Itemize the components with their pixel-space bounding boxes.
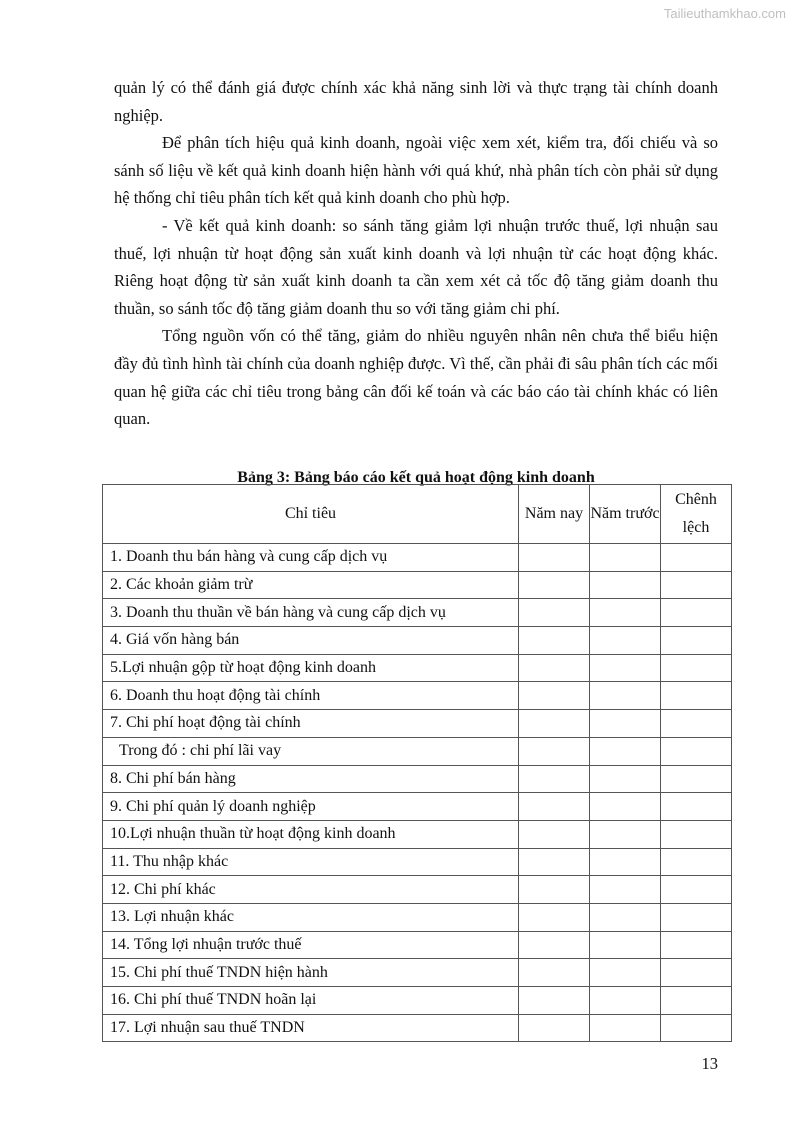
paragraph: quản lý có thể đánh giá được chính xác khả năng sinh lời và thực trạng tài chính doanh nghiệp. xyxy=(114,78,718,125)
cell-difference xyxy=(661,627,732,655)
row-label: 1. Doanh thu bán hàng và cung cấp dịch vụ xyxy=(103,544,519,572)
row-label: 7. Chi phí hoạt động tài chính xyxy=(103,710,519,738)
header-difference: Chênh lệch xyxy=(661,485,732,544)
row-label: 12. Chi phí khác xyxy=(103,876,519,904)
cell-last-year xyxy=(590,654,661,682)
cell-this-year xyxy=(519,876,590,904)
header-indicator: Chỉ tiêu xyxy=(103,485,519,544)
table-row xyxy=(103,793,732,821)
table-row xyxy=(103,599,732,627)
paragraph: Tổng nguồn vốn có thể tăng, giảm do nhiều nguyên nhân nên chưa thể biểu hiện đầy đủ tình hình tài chính của doanh nghiệp được. Vì thế, cần phải đi sâu phân tích các mối quan hệ giữa các chỉ tiêu trong bảng cân đối kế toán và các báo cáo tài chính khác có liên quan. xyxy=(114,326,718,429)
cell-last-year xyxy=(590,903,661,931)
row-label: 13. Lợi nhuận khác xyxy=(103,903,519,931)
cell-difference xyxy=(661,544,732,572)
table-row xyxy=(103,765,732,793)
cell-last-year xyxy=(590,820,661,848)
cell-difference xyxy=(661,903,732,931)
cell-difference xyxy=(661,959,732,987)
table-row xyxy=(103,1014,732,1042)
cell-last-year xyxy=(590,599,661,627)
table-row xyxy=(103,627,732,655)
row-label: 3. Doanh thu thuần về bán hàng và cung cấp dịch vụ xyxy=(103,599,519,627)
cell-this-year xyxy=(519,793,590,821)
cell-difference xyxy=(661,793,732,821)
cell-this-year xyxy=(519,737,590,765)
row-label: 9. Chi phí quản lý doanh nghiệp xyxy=(103,793,519,821)
table-row xyxy=(103,987,732,1015)
row-label: 5.Lợi nhuận gộp từ hoạt động kinh doanh xyxy=(103,654,519,682)
cell-this-year xyxy=(519,765,590,793)
cell-this-year xyxy=(519,931,590,959)
cell-last-year xyxy=(590,544,661,572)
cell-this-year xyxy=(519,820,590,848)
cell-this-year xyxy=(519,599,590,627)
cell-this-year xyxy=(519,571,590,599)
cell-difference xyxy=(661,737,732,765)
cell-difference xyxy=(661,848,732,876)
row-label: 10.Lợi nhuận thuần từ hoạt động kinh doanh xyxy=(103,820,519,848)
cell-this-year xyxy=(519,903,590,931)
cell-difference xyxy=(661,1014,732,1042)
row-label: 11. Thu nhập khác xyxy=(103,848,519,876)
cell-last-year xyxy=(590,627,661,655)
table-row xyxy=(103,571,732,599)
table-row xyxy=(103,848,732,876)
cell-difference xyxy=(661,710,732,738)
cell-this-year xyxy=(519,848,590,876)
cell-this-year xyxy=(519,544,590,572)
paragraph: Để phân tích hiệu quả kinh doanh, ngoài việc xem xét, kiểm tra, đối chiếu và so sánh số liệu về kết quả kinh doanh hiện hành với quá khứ, nhà phân tích còn phải sử dụng hệ thống chỉ tiêu phân tích kết quả kinh doanh cho phù hợp. xyxy=(114,133,718,208)
cell-this-year xyxy=(519,710,590,738)
table-row xyxy=(103,710,732,738)
cell-last-year xyxy=(590,931,661,959)
body-text xyxy=(114,74,718,433)
cell-this-year xyxy=(519,682,590,710)
table-row xyxy=(103,654,732,682)
table-row xyxy=(103,544,732,572)
row-label: 16. Chi phí thuế TNDN hoãn lại xyxy=(103,987,519,1015)
cell-this-year xyxy=(519,987,590,1015)
row-label: 15. Chi phí thuế TNDN hiện hành xyxy=(103,959,519,987)
cell-last-year xyxy=(590,987,661,1015)
cell-last-year xyxy=(590,793,661,821)
header-last-year: Năm trước xyxy=(590,485,661,544)
cell-last-year xyxy=(590,959,661,987)
cell-this-year xyxy=(519,959,590,987)
cell-last-year xyxy=(590,682,661,710)
income-statement-table xyxy=(102,484,732,1042)
cell-last-year xyxy=(590,765,661,793)
row-label: 6. Doanh thu hoạt động tài chính xyxy=(103,682,519,710)
cell-this-year xyxy=(519,627,590,655)
table-row xyxy=(103,737,732,765)
row-label: 8. Chi phí bán hàng xyxy=(103,765,519,793)
paragraph: - Về kết quả kinh doanh: so sánh tăng giảm lợi nhuận trước thuế, lợi nhuận sau thuế, lợi nhuận từ hoạt động sản xuất kinh doanh và lợi nhuận từ các hoạt động khác. Riêng hoạt động từ sản xuất kinh doanh ta cần xem xét cả tốc độ tăng giảm doanh thu thuần, so sánh tốc độ tăng giảm doanh thu so với tăng giảm chi phí. xyxy=(114,215,718,318)
cell-difference xyxy=(661,987,732,1015)
cell-difference xyxy=(661,765,732,793)
header-this-year: Năm nay xyxy=(519,485,590,544)
cell-difference xyxy=(661,571,732,599)
page-number: 13 xyxy=(701,1054,718,1073)
table-row xyxy=(103,931,732,959)
cell-last-year xyxy=(590,737,661,765)
cell-difference xyxy=(661,876,732,904)
row-label: 4. Giá vốn hàng bán xyxy=(103,627,519,655)
cell-last-year xyxy=(590,710,661,738)
cell-difference xyxy=(661,599,732,627)
cell-last-year xyxy=(590,876,661,904)
row-label: 2. Các khoản giảm trừ xyxy=(103,571,519,599)
cell-difference xyxy=(661,654,732,682)
table-row xyxy=(103,820,732,848)
cell-this-year xyxy=(519,1014,590,1042)
cell-this-year xyxy=(519,654,590,682)
row-label: 17. Lợi nhuận sau thuế TNDN xyxy=(103,1014,519,1042)
cell-last-year xyxy=(590,848,661,876)
table-caption: Bảng 3: Bảng báo cáo kết quả hoạt động kinh doanh xyxy=(237,469,595,486)
cell-difference xyxy=(661,682,732,710)
watermark: Tailieuthamkhao.com xyxy=(663,6,786,21)
table-row xyxy=(103,959,732,987)
cell-last-year xyxy=(590,1014,661,1042)
table-row xyxy=(103,682,732,710)
table-row xyxy=(103,876,732,904)
cell-last-year xyxy=(590,571,661,599)
row-label: 14. Tổng lợi nhuận trước thuế xyxy=(103,931,519,959)
cell-difference xyxy=(661,931,732,959)
table-header-row xyxy=(103,485,732,544)
cell-difference xyxy=(661,820,732,848)
table-row xyxy=(103,903,732,931)
row-label: Trong đó : chi phí lãi vay xyxy=(103,737,519,765)
